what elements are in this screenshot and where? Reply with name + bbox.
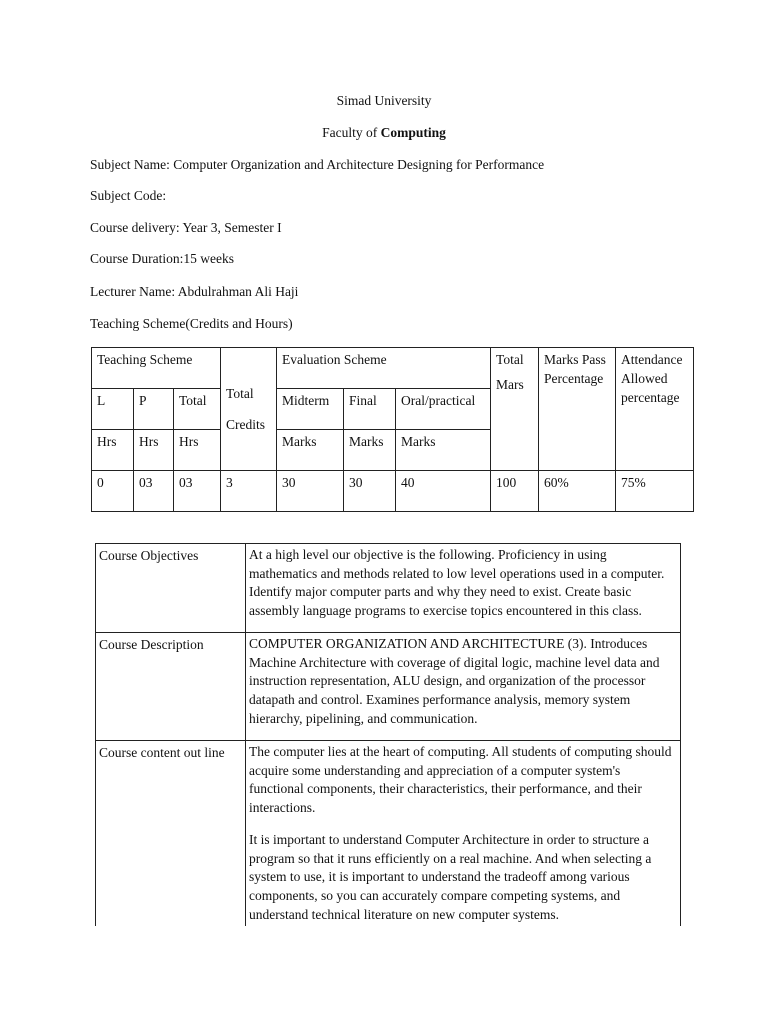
faculty-name: Computing: [380, 125, 446, 140]
attendance-header: [616, 348, 694, 471]
course-outline-paragraph-1: The computer lies at the heart of computing. All students of computing should acquire some understanding and appreciation of a computer system's functional components, their characteristics, their performance, and their interactions.: [249, 744, 672, 816]
course-objectives-label: Course Objectives: [96, 544, 246, 633]
value-total-credits: 3: [221, 471, 277, 512]
subject-code: Subject Code:: [90, 188, 167, 203]
marks-pass-line2: Percentage: [544, 371, 604, 386]
total-mars-header: [491, 348, 539, 471]
unit-oral-practical: Marks: [396, 430, 491, 471]
unit-midterm: Marks: [277, 430, 344, 471]
course-outline-text: [246, 741, 681, 927]
course-details-table: [95, 543, 681, 926]
table-row: [96, 544, 681, 633]
total-mars-line1: Total: [496, 352, 524, 367]
value-midterm: 30: [277, 471, 344, 512]
value-marks-pass: 60%: [539, 471, 616, 512]
value-oral-practical: 40: [396, 471, 491, 512]
value-l: 0: [92, 471, 134, 512]
course-outline-label: Course content out line: [96, 741, 246, 927]
attendance-line2: Allowed: [621, 371, 668, 386]
course-description-label: Course Description: [96, 633, 246, 741]
course-description-paragraph: COMPUTER ORGANIZATION AND ARCHITECTURE (3). Introduces Machine Architecture with coverage of digital logic, machine level data and instruction representation, ALU design, and organization of the processor datapath and control. Examines performance analysis, memory system hierarchy, pipelining, and communication.: [249, 636, 660, 726]
table-row: [92, 471, 694, 512]
attendance-line1: Attendance: [621, 352, 683, 367]
unit-l: Hrs: [92, 430, 134, 471]
faculty-prefix: Faculty of: [322, 125, 381, 140]
marks-pass-line1: Marks Pass: [544, 352, 606, 367]
sub-header-total: Total: [174, 389, 221, 430]
course-duration: Course Duration:15 weeks: [90, 251, 234, 266]
unit-final: Marks: [344, 430, 396, 471]
evaluation-scheme-header: Evaluation Scheme: [277, 348, 491, 389]
unit-p: Hrs: [134, 430, 174, 471]
value-final: 30: [344, 471, 396, 512]
unit-total: Hrs: [174, 430, 221, 471]
value-attendance: 75%: [616, 471, 694, 512]
course-objectives-paragraph: At a high level our objective is the following. Proficiency in using mathematics and methods related to low level operations used in a computer. Identify major computer parts and why they need to exist. Create basic assembly language programs to exercise topics encountered in this class.: [249, 547, 665, 619]
total-mars-line2: Mars: [496, 377, 524, 392]
teaching-scheme-header: Teaching Scheme: [92, 348, 221, 389]
table-row: [96, 633, 681, 741]
attendance-line3: percentage: [621, 390, 680, 405]
course-outline-paragraph-2: It is important to understand Computer Architecture in order to structure a program so that it runs efficiently on a real machine. And when selecting a system to use, it is important to understand the tradeoff among various components, so you can accurately compare competing systems, and understand technical literature on new computer systems.: [249, 831, 652, 922]
course-description-text: [246, 633, 681, 741]
sub-header-oral-practical: Oral/practical: [396, 389, 491, 430]
subject-name: Subject Name: Computer Organization and Architecture Designing for Performance: [90, 157, 545, 172]
value-p: 03: [134, 471, 174, 512]
marks-pass-header: [539, 348, 616, 471]
total-credits-line2: Credits: [226, 417, 266, 432]
total-credits-line1: Total: [226, 386, 254, 401]
faculty-line: [0, 125, 768, 141]
sub-header-midterm: Midterm: [277, 389, 344, 430]
table-row: [96, 741, 681, 927]
course-objectives-text: [246, 544, 681, 633]
sub-header-p: P: [134, 389, 174, 430]
sub-header-final: Final: [344, 389, 396, 430]
total-credits-header: [221, 348, 277, 471]
teaching-scheme-table: [91, 347, 694, 512]
value-total: 03: [174, 471, 221, 512]
university-name: Simad University: [336, 93, 432, 108]
course-delivery: Course delivery: Year 3, Semester I: [90, 220, 282, 235]
lecturer-name: Lecturer Name: Abdulrahman Ali Haji: [90, 284, 299, 299]
sub-header-l: L: [92, 389, 134, 430]
value-total-mars: 100: [491, 471, 539, 512]
teaching-scheme-heading: Teaching Scheme(Credits and Hours): [90, 316, 293, 331]
